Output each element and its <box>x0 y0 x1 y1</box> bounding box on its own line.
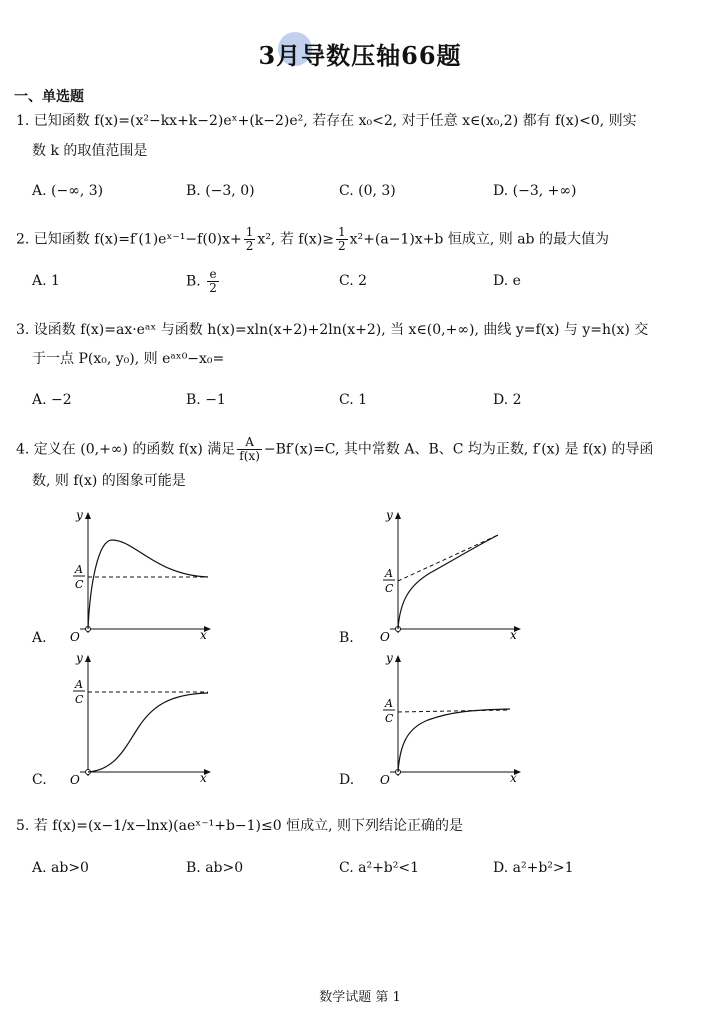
x-label: x <box>200 628 207 642</box>
question-2-option-c: C. 2 <box>339 273 368 289</box>
question-4-part1: 4. 定义在 (0,+∞) 的函数 f(x) 满足 <box>16 441 236 458</box>
question-3-text-line1: 3. 设函数 f(x)=ax·eᵃˣ 与函数 h(x)=xln(x+2)+2ln(x+2), 当 x∈(0,+∞), 曲线 y=f(x) 与 y=h(x) 交 <box>16 322 649 338</box>
c-label: C <box>385 712 394 725</box>
question-1-text-line1: 1. 已知函数 f(x)=(x²−kx+k−2)eˣ+(k−2)e², 若存在 x₀<2, 对于任意 x∈(x₀,2) 都有 f(x)<0, 则实 <box>16 113 637 129</box>
c-label: C <box>75 693 84 706</box>
function-curve <box>88 540 208 629</box>
question-2-part1: 2. 已知函数 f(x)=f′(1)eˣ⁻¹−f(0)x+ <box>16 231 242 248</box>
question-3-text-line2: 于一点 P(x₀, y₀), 则 eᵃˣ⁰−x₀= <box>32 351 225 367</box>
question-3-option-c: C. 1 <box>339 392 368 408</box>
question-4-option-c: C. <box>32 772 47 788</box>
question-2-text <box>16 226 609 253</box>
a-label: A <box>385 567 393 580</box>
fraction-numerator: A <box>237 436 262 450</box>
fraction-numerator: 1 <box>245 225 254 239</box>
asymptote-line <box>398 535 498 581</box>
question-2-part3: x²+(a−1)x+b 恒成立, 则 ab 的最大值为 <box>349 231 609 248</box>
question-4-text-line2: 数, 则 f(x) 的图象可能是 <box>32 473 186 489</box>
fraction-denominator: 2 <box>338 239 346 253</box>
question-1-option-a: A. (−∞, 3) <box>32 183 104 199</box>
question-5-option-d: D. a²+b²>1 <box>493 860 574 876</box>
question-2-part2: x², 若 f(x)≥ <box>257 231 335 248</box>
question-4-option-a: A. <box>32 630 47 646</box>
fraction-numerator: e <box>207 268 219 282</box>
fraction-denominator: 2 <box>245 239 254 253</box>
origin-label: O <box>70 630 80 644</box>
question-5-text: 5. 若 f(x)=(x−1/x−lnx)(aeˣ⁻¹+b−1)≤0 恒成立, 则下列结论正确的是 <box>16 818 463 834</box>
question-2-option-d: D. e <box>493 273 521 289</box>
fraction-numerator: 1 <box>338 225 346 239</box>
origin-label: O <box>380 773 390 787</box>
origin-label: O <box>380 630 390 644</box>
question-3-option-a: A. −2 <box>32 392 72 408</box>
question-4-option-b: B. <box>339 630 354 646</box>
graph-c <box>60 648 220 788</box>
fraction-denominator: 2 <box>209 281 217 295</box>
question-3-option-b: B. −1 <box>186 392 226 408</box>
question-4-part2: −Bf′(x)=C, 其中常数 A、B、C 均为正数, f′(x) 是 f(x) 的导函 <box>263 441 654 458</box>
page-title: 3月导数压轴66题 <box>258 41 462 70</box>
function-curve <box>398 535 498 629</box>
c-label: C <box>385 582 394 595</box>
question-5-option-b: B. ab>0 <box>186 860 244 876</box>
question-2-option-b <box>186 268 221 295</box>
c-label: C <box>75 578 84 591</box>
fraction-denominator: f(x) <box>239 449 260 463</box>
graph-d <box>370 648 530 788</box>
x-label: x <box>200 771 207 785</box>
y-label: y <box>386 651 393 665</box>
question-5-option-a: A. ab>0 <box>32 860 89 876</box>
option-b-fraction <box>207 268 219 295</box>
page-footer: 数学试题 第 1 <box>319 990 401 1005</box>
question-4-fraction <box>237 436 262 463</box>
y-label: y <box>386 508 393 522</box>
x-label: x <box>510 628 517 642</box>
question-2-option-a: A. 1 <box>32 273 60 289</box>
question-2-fraction-1 <box>244 226 256 253</box>
question-4-text-line1 <box>16 436 653 463</box>
section-heading: 一、单选题 <box>14 89 84 105</box>
origin-label: O <box>70 773 80 787</box>
a-label: A <box>75 563 83 576</box>
function-curve <box>88 693 208 772</box>
function-curve <box>398 709 510 772</box>
y-label: y <box>76 508 83 522</box>
option-label: B. <box>186 273 201 290</box>
question-4-option-d: D. <box>339 772 355 788</box>
a-label: A <box>75 678 83 691</box>
a-label: A <box>385 697 393 710</box>
graph-a <box>60 505 220 645</box>
question-3-option-d: D. 2 <box>493 392 522 408</box>
question-1-option-c: C. (0, 3) <box>339 183 396 199</box>
x-label: x <box>510 771 517 785</box>
question-5-option-c: C. a²+b²<1 <box>339 860 420 876</box>
y-label: y <box>76 651 83 665</box>
question-2-fraction-2 <box>336 226 348 253</box>
question-1-option-d: D. (−3, +∞) <box>493 183 577 199</box>
question-1-text-line2: 数 k 的取值范围是 <box>32 143 148 159</box>
graph-b <box>370 505 530 645</box>
question-1-option-b: B. (−3, 0) <box>186 183 255 199</box>
asymptote-line <box>398 710 510 712</box>
